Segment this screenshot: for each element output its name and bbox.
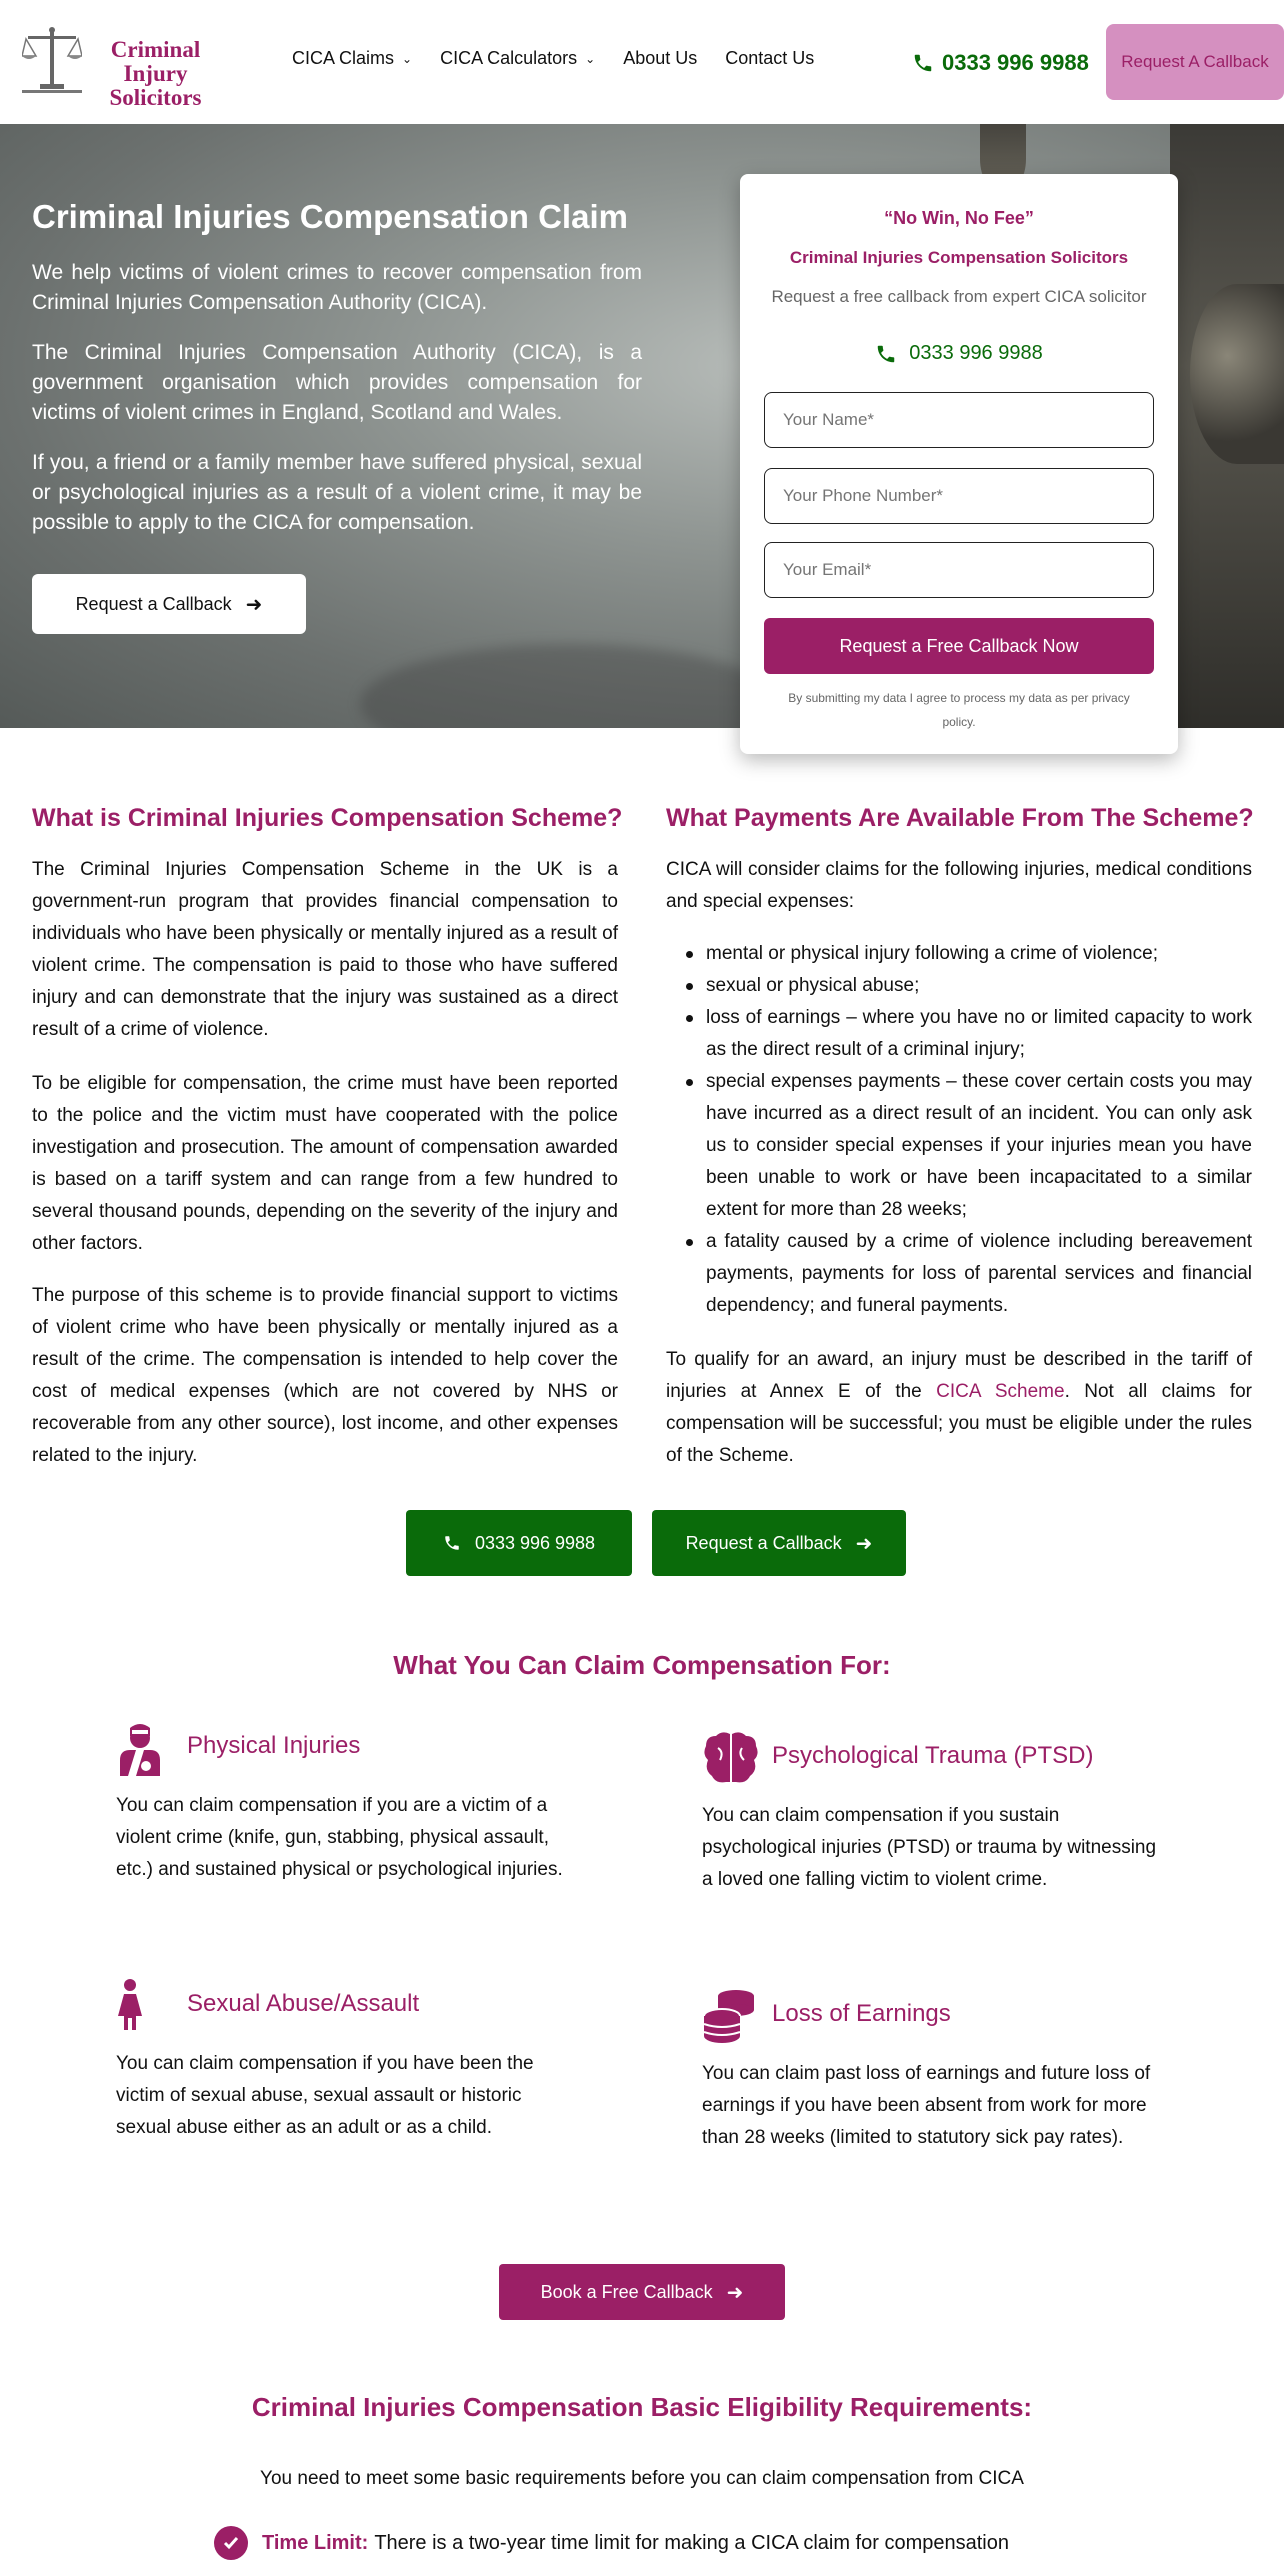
payments-outro [666, 1344, 1252, 1472]
form-privacy-note: By submitting my data I agree to process my data as per privacy policy. [788, 691, 1130, 729]
logo-line-2: Solicitors [109, 85, 202, 110]
nav-cica-calculators[interactable] [440, 48, 595, 69]
claim-text-sexual-abuse: You can claim compensation if you have been the victim of sexual abuse, sexual assault or historic sexual abuse either as an adult or as a child. [116, 2053, 534, 2138]
header-phone-link[interactable] [912, 50, 1089, 76]
call-phone-button[interactable] [406, 1510, 632, 1576]
payments-list [666, 938, 1252, 1322]
female-icon [116, 1978, 144, 2034]
form-phone-link[interactable] [740, 342, 1178, 365]
form-description: Request a free callback from expert CICA solicitor [771, 287, 1147, 306]
scheme-title: What is Criminal Injuries Compensation Scheme? [32, 804, 623, 832]
hero-paragraph-3: If you, a friend or a family member have suffered physical, sexual or psychological injuries as a result of a violent crime, it may be possible to apply to the CICA for compensation. [32, 451, 642, 534]
scheme-paragraph-1: The Criminal Injuries Compensation Scheme in the UK is a government-run program that provides financial compensation to individuals who have been physically or mentally injured as a result of violent crime. The compensation is paid to those who have suffered injury and can demonstrate that the injury was sustained as a direct result of a crime of violence. [32, 859, 618, 1040]
book-free-callback-button[interactable] [499, 2264, 785, 2320]
hero-background-shadow [360, 644, 780, 728]
email-input[interactable] [764, 542, 1154, 598]
scheme-paragraph-2: To be eligible for compensation, the crime must have been reported to the police and the victim must have cooperated with the police investigation and prosecution. The amount of compensation awarded is based on a tariff system and can range from a few hundred to several thousand pounds, depending on the severity of the injury and other factors. [32, 1073, 618, 1254]
hero-paragraph-1: We help victims of violent crimes to recover compensation from Criminal Injuries Compensation Authority (CICA). [32, 261, 642, 314]
scheme-paragraph-3: The purpose of this scheme is to provide financial support to victims of violent crime who have been physically or mentally injured as a result of the crime. The compensation is intended to help cover the cost of medical expenses (which are not covered by NHS or recoverable from any other source), lost income, and other expenses related to the injury. [32, 1285, 618, 1466]
phone-icon [443, 1534, 461, 1552]
brain-icon [702, 1730, 760, 1786]
button-label: Book a Free Callback [540, 2281, 713, 2302]
list-item: special expenses payments – these cover certain costs you may have incurred as a direct result of an incident. You can only ask us to consider special expenses if your injuries mean you have been unable to work or have been incapacitated to a similar extent for more than 28 weeks; [666, 1066, 1252, 1226]
nav-label: CICA Claims [292, 48, 395, 68]
arrow-right-icon: ➜ [245, 593, 263, 616]
nav-contact-us[interactable] [725, 48, 814, 69]
form-submit-button[interactable]: Request a Free Callback Now [764, 618, 1154, 674]
claim-title-loss-of-earnings: Loss of Earnings [772, 2000, 951, 2027]
list-item: a fatality caused by a crime of violence including bereavement payments, payments for loss of parental services and financial dependency; and funeral payments. [666, 1226, 1252, 1322]
form-subtitle: Criminal Injuries Compensation Solicitors [789, 248, 1129, 267]
eligibility-item-label: Time Limit: [262, 2531, 369, 2554]
eligibility-item-text: There is a two-year time limit for making a CICA claim for compensation [374, 2531, 1009, 2554]
hero-statue-head [1190, 284, 1284, 464]
outro-text-before: To qualify for an award, an injury must be described in the tariff of injuries at Annex E of the [666, 1349, 1252, 1402]
eligibility-title: Criminal Injuries Compensation Basic Eligibility Requirements: [251, 2392, 1033, 2422]
button-label: 0333 996 9988 [474, 1532, 596, 1553]
outro-text-after: . Not all claims for compensation will be successful; you must be eligible under the rules of the Scheme. [666, 1381, 1253, 1466]
header-phone-number: 0333 996 9988 [942, 50, 1089, 75]
claim-text-physical: You can claim compensation if you are a victim of a violent crime (knife, gun, stabbing, physical assault, etc.) and sustained physical or psychological injuries. [116, 1795, 563, 1880]
claim-title-psychological: Psychological Trauma (PTSD) [772, 1742, 1094, 1769]
user-injured-icon [116, 1720, 164, 1776]
phone-icon [912, 52, 934, 74]
eligibility-item-time-limit [214, 2526, 1009, 2560]
list-item: loss of earnings – where you have no or limited capacity to work as the direct result of a criminal injury; [666, 1002, 1252, 1066]
nav-cica-claims[interactable] [292, 48, 412, 69]
logo-line-1: Criminal Injury [110, 37, 201, 86]
phone-icon [875, 343, 897, 365]
callback-form-card [740, 174, 1178, 754]
button-label: Request a Callback [75, 593, 232, 614]
scales-logo-icon [22, 26, 82, 94]
button-label: Request a Callback [685, 1532, 842, 1553]
coins-icon [702, 1988, 756, 2044]
cica-scheme-link[interactable]: CICA Scheme [936, 1381, 1065, 1402]
form-phone-number: 0333 996 9988 [909, 342, 1043, 364]
logo-text [84, 38, 227, 110]
nav-label: About Us [623, 48, 698, 68]
list-item: mental or physical injury following a crime of violence; [666, 938, 1252, 970]
claim-text-loss-of-earnings: You can claim past loss of earnings and future loss of earnings if you have been absent from work for more than 28 weeks (limited to statutory sick pay rates). [702, 2063, 1151, 2148]
nav-label: Contact Us [725, 48, 815, 68]
chevron-down-icon: ⌄ [585, 51, 596, 66]
header-request-callback-button[interactable]: Request A Callback [1106, 24, 1284, 100]
chevron-down-icon: ⌄ [402, 51, 413, 66]
nav-label: CICA Calculators [440, 48, 578, 68]
hero-title: Criminal Injuries Compensation Claim [32, 198, 628, 235]
list-item: sexual or physical abuse; [666, 970, 1252, 1002]
site-header [0, 0, 1284, 124]
request-callback-button[interactable] [652, 1510, 906, 1576]
claim-title-sexual-abuse: Sexual Abuse/Assault [187, 1990, 420, 2017]
payments-title: What Payments Are Available From The Scheme? [666, 804, 1254, 832]
claims-title: What You Can Claim Compensation For: [393, 1650, 891, 1680]
hero-request-callback-button[interactable] [32, 574, 306, 634]
payments-intro: CICA will consider claims for the following injuries, medical conditions and special expenses: [666, 859, 1252, 912]
claim-title-physical: Physical Injuries [187, 1732, 361, 1759]
arrow-right-icon: ➜ [855, 1532, 873, 1555]
hero-paragraph-2: The Criminal Injuries Compensation Authority (CICA), is a government organisation which provides compensation for victims of violent crimes in England, Scotland and Wales. [32, 341, 642, 424]
claim-text-psychological: You can claim compensation if you sustain psychological injuries (PTSD) or trauma by witnessing a loved one falling victim to violent crime. [702, 1805, 1157, 1890]
check-circle-icon [214, 2526, 248, 2560]
name-input[interactable] [764, 392, 1154, 448]
phone-input[interactable] [764, 468, 1154, 524]
arrow-right-icon: ➜ [726, 2281, 744, 2304]
nav-about-us[interactable] [623, 48, 697, 69]
main-nav [292, 48, 842, 69]
eligibility-intro: You need to meet some basic requirements before you can claim compensation from CICA [260, 2468, 1024, 2489]
form-tagline: “No Win, No Fee” [884, 208, 1034, 228]
logo[interactable] [22, 24, 227, 110]
